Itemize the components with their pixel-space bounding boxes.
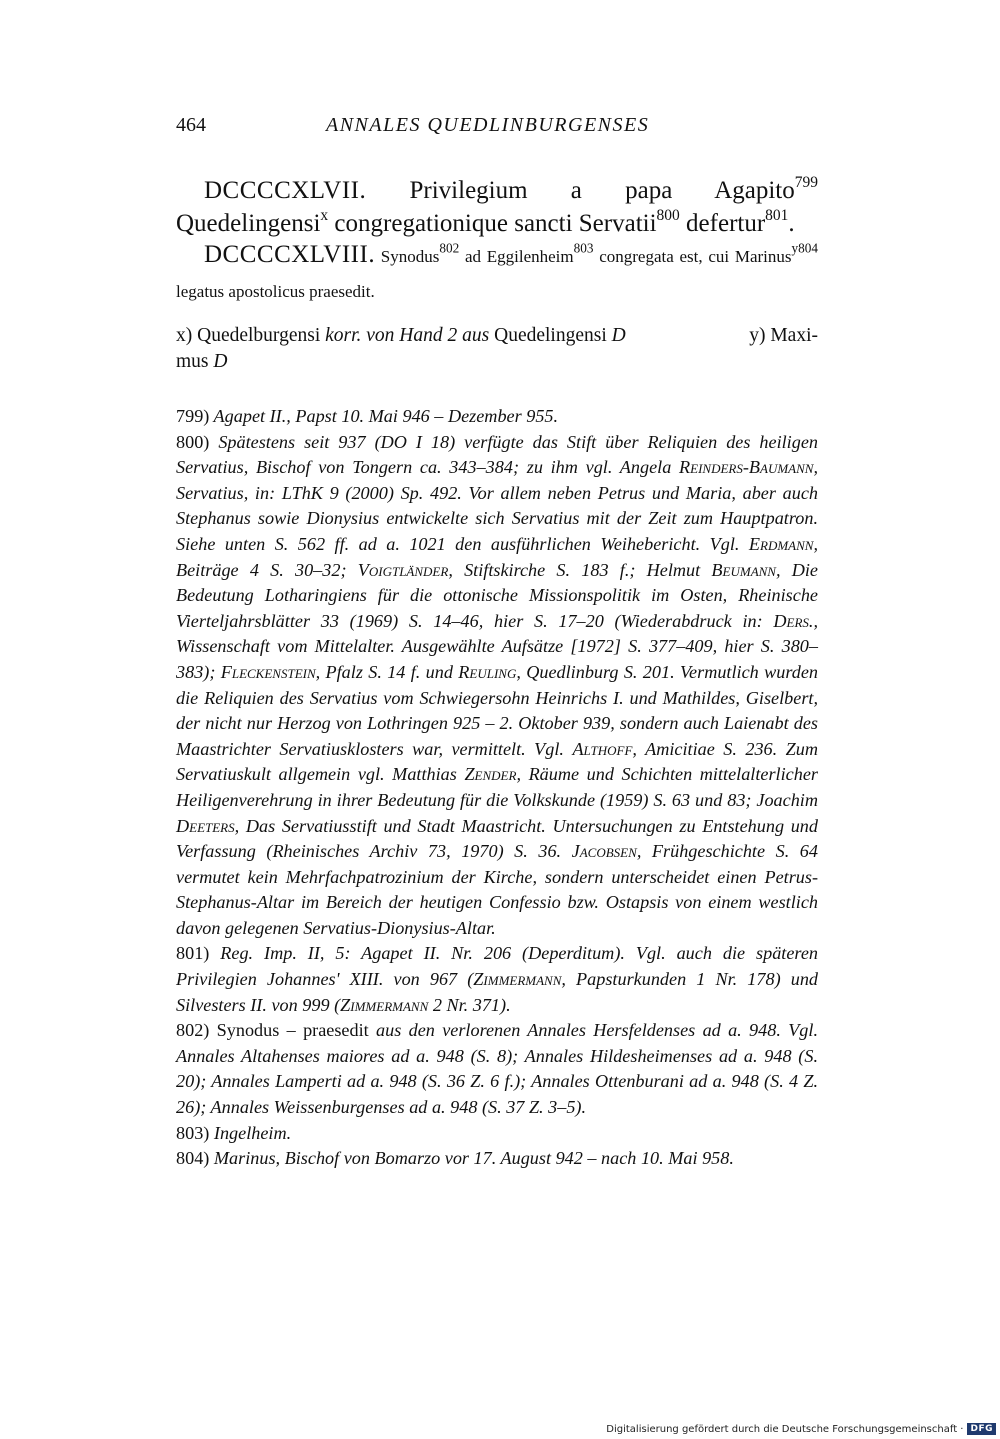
footnote-number: 799)	[176, 406, 210, 426]
author-name: Zimmermann	[340, 994, 429, 1015]
apparatus-text: x) Quedelburgensi	[176, 325, 326, 346]
author-name: Fleckenstein	[220, 661, 316, 682]
apparatus-italic: korr. von Hand 2 aus	[325, 325, 490, 346]
footnote-799	[176, 404, 818, 430]
entry-text: congregata est, cui Marinus	[593, 247, 792, 266]
author-name: Reinders-Baumann	[679, 457, 814, 478]
footnote-text: , Papsturkunden 1 Nr. 178) und Silvesters II. von 999 (	[176, 969, 819, 1015]
entry-text: ad Eggilenheim	[459, 247, 574, 266]
entry-text: Synodus	[375, 247, 440, 266]
annal-entry-947	[176, 174, 818, 240]
footnote-text: , Das Servatiusstift und Stadt Maastricht. Untersuchungen zu Entstehung und Verfassung (Rheinisches Archiv 73, 1970) S. 36.	[176, 815, 818, 862]
author-name: Erdmann	[748, 533, 814, 554]
apparatus-note-y-cont	[176, 351, 227, 372]
footnote-lemma: Synodus – praesedit	[209, 1020, 369, 1041]
author-name: Beumann	[711, 559, 776, 580]
footnote-802	[176, 1018, 818, 1120]
footnote-ref[interactable]: 802	[439, 240, 460, 256]
footnote-text: , Pfalz S. 14 f. und	[315, 661, 459, 682]
author-name: Zender	[464, 764, 517, 785]
apparatus-text: y) Maxi-	[749, 325, 818, 346]
footnote-number: 800)	[176, 431, 210, 452]
footnote-803	[176, 1121, 818, 1147]
footnote-text: Reg. Imp. II, 5: Agapet II. Nr. 206 (Deperditum). Vgl. auch die späteren Privilegien Johannes' XIII. von 967 (	[176, 943, 818, 990]
entry-text: Quedelingensi	[176, 210, 321, 237]
footnote-text: Agapet II., Papst 10. Mai 946 – Dezember 955.	[209, 406, 559, 426]
digitization-credit	[606, 1423, 996, 1435]
entry-text: congregationique sancti Servatii	[328, 210, 657, 237]
footnote-text: , Beiträge 4 S. 30–32;	[176, 533, 818, 580]
entry-text: legatus apostolicus praesedit.	[176, 282, 375, 301]
apparatus-note-y	[749, 323, 818, 349]
entry-year: DCCCCXLVII.	[204, 177, 367, 204]
entry-text: defertur	[679, 210, 766, 237]
footnote-text: , Servatius, in: LThK 9 (2000) Sp. 492. Vor allem neben Petrus und Maria, aber auch Stephanus sowie Dionysius entwickelte sich Servatius mit der Zeit zum Hauptpatron. Siehe unten S. 562 ff. ad a. 1021 den ausführlichen Weihebericht. Vgl.	[176, 457, 818, 554]
author-name: Zimmermann	[473, 969, 562, 990]
apparatus-note-x	[176, 325, 626, 346]
footnote-ref[interactable]: 800	[656, 206, 680, 224]
apparatus-text: Quedelingensi	[489, 325, 612, 346]
footnote-text: Marinus, Bischof von Bomarzo vor 17. August 942 – nach 10. Mai 958.	[209, 1148, 734, 1169]
footnote-801	[176, 941, 818, 1018]
author-name: Reuling	[458, 661, 517, 682]
footnote-ref[interactable]: 803	[573, 240, 594, 256]
footnote-text: , Frühgeschichte S. 64 vermutet kein Mehrfachpatrozinium der Kirche, sondern unterscheidet einen Petrus-Stephanus-Altar im Bereich der heutigen Confessio bzw. Ostapsis von einem westlich davon gelegenen Servatius-Dionysius-Altar.	[176, 841, 818, 938]
author-name: Deeters	[176, 815, 235, 836]
author-name: Althoff	[572, 738, 633, 759]
author-name: Voigtländer	[357, 559, 449, 580]
annal-entry-948	[176, 238, 818, 308]
footnote-text: , Amicitiae S. 236. Zum Servatiuskult allgemein vgl. Matthias	[176, 738, 818, 785]
footnote-804	[176, 1146, 818, 1172]
apparatus-text: mus	[176, 351, 214, 372]
footnote-ref[interactable]: 801	[765, 206, 789, 224]
apparatus-siglum: D	[213, 351, 228, 372]
footnote-text: , Räume und Schichten mittelalterlicher Heiligenverehrung in ihrer Bedeutung für die Volkskunde (1959) S. 63 und 83; Joachim	[176, 764, 818, 810]
running-title: ANNALES QUEDLINBURGENSES	[326, 114, 650, 136]
apparatus-siglum: D	[611, 325, 626, 346]
footnote-text: 2 Nr. 371).	[428, 994, 511, 1015]
footnote-text: , Stiftskirche S. 183 f.; Helmut	[448, 559, 712, 580]
entry-text: .	[788, 210, 795, 237]
footnote-number: 801)	[176, 943, 210, 964]
footnote-ref[interactable]: 799	[794, 173, 818, 191]
footnotes	[176, 404, 818, 1172]
footnote-text: Spätestens seit 937 (DO I 18) verfügte das Stift über Reliquien des heiligen Servatius, Bischof von Tongern ca. 343–384; zu ihm vgl. Angela	[176, 431, 818, 478]
footnote-text: , Wissenschaft vom Mittelalter. Ausgewählte Aufsätze [1972] S. 377–409, hier S. 380–383);	[176, 610, 818, 682]
footnote-text: , Quedlinburg S. 201. Vermutlich wurden die Reliquien des Servatius vom Schwiegersohn Heinrichs I. und Mathildes, Giselbert, der nicht nur Herzog von Lothringen 925 – 2. Oktober 939, sondern auch Laienabt des Maastrichter Servatiusklosters war, vermittelt. Vgl.	[176, 661, 818, 759]
footnote-number: 803)	[176, 1122, 210, 1143]
running-header	[176, 114, 818, 148]
footnote-ref[interactable]: y804	[791, 240, 818, 256]
footnote-number: 802)	[176, 1020, 210, 1041]
author-name: Jacobsen	[571, 841, 637, 862]
footnote-text: Ingelheim.	[209, 1122, 292, 1143]
apparatus-ref[interactable]: x	[320, 206, 329, 224]
critical-apparatus	[176, 323, 818, 375]
footnote-text: aus den verlorenen Annales Hersfeldenses ad a. 948. Vgl. Annales Altahenses maiores ad a. 948 (S. 8); Annales Hildesheimenses ad a. 948 (S. 20); Annales Lamperti ad a. 948 (S. 36 Z. 6 f.); Annales Ottenburani ad a. 948 (S. 4 Z. 26); Annales Weissenburgenses ad a. 948 (S. 37 Z. 3–5).	[176, 1020, 818, 1118]
author-name: Ders.	[773, 610, 814, 631]
dfg-logo-icon: DFG	[967, 1423, 996, 1435]
entry-text: Privilegium a papa Agapito	[366, 177, 795, 204]
entry-year: DCCCCXLVIII.	[204, 241, 376, 268]
page-number: 464	[176, 114, 206, 136]
footnote-text: , Die Bedeutung Lotharingiens für die ottonische Missionspolitik im Osten, Rheinische Vierteljahrsblätter 33 (1969) S. 14–46, hier S. 17–20 (Wiederabdruck in:	[176, 559, 819, 631]
credit-text: Digitalisierung gefördert durch die Deutsche Forschungsgemeinschaft ·	[606, 1423, 964, 1435]
footnote-800	[176, 430, 818, 942]
footnote-number: 804)	[176, 1148, 210, 1169]
